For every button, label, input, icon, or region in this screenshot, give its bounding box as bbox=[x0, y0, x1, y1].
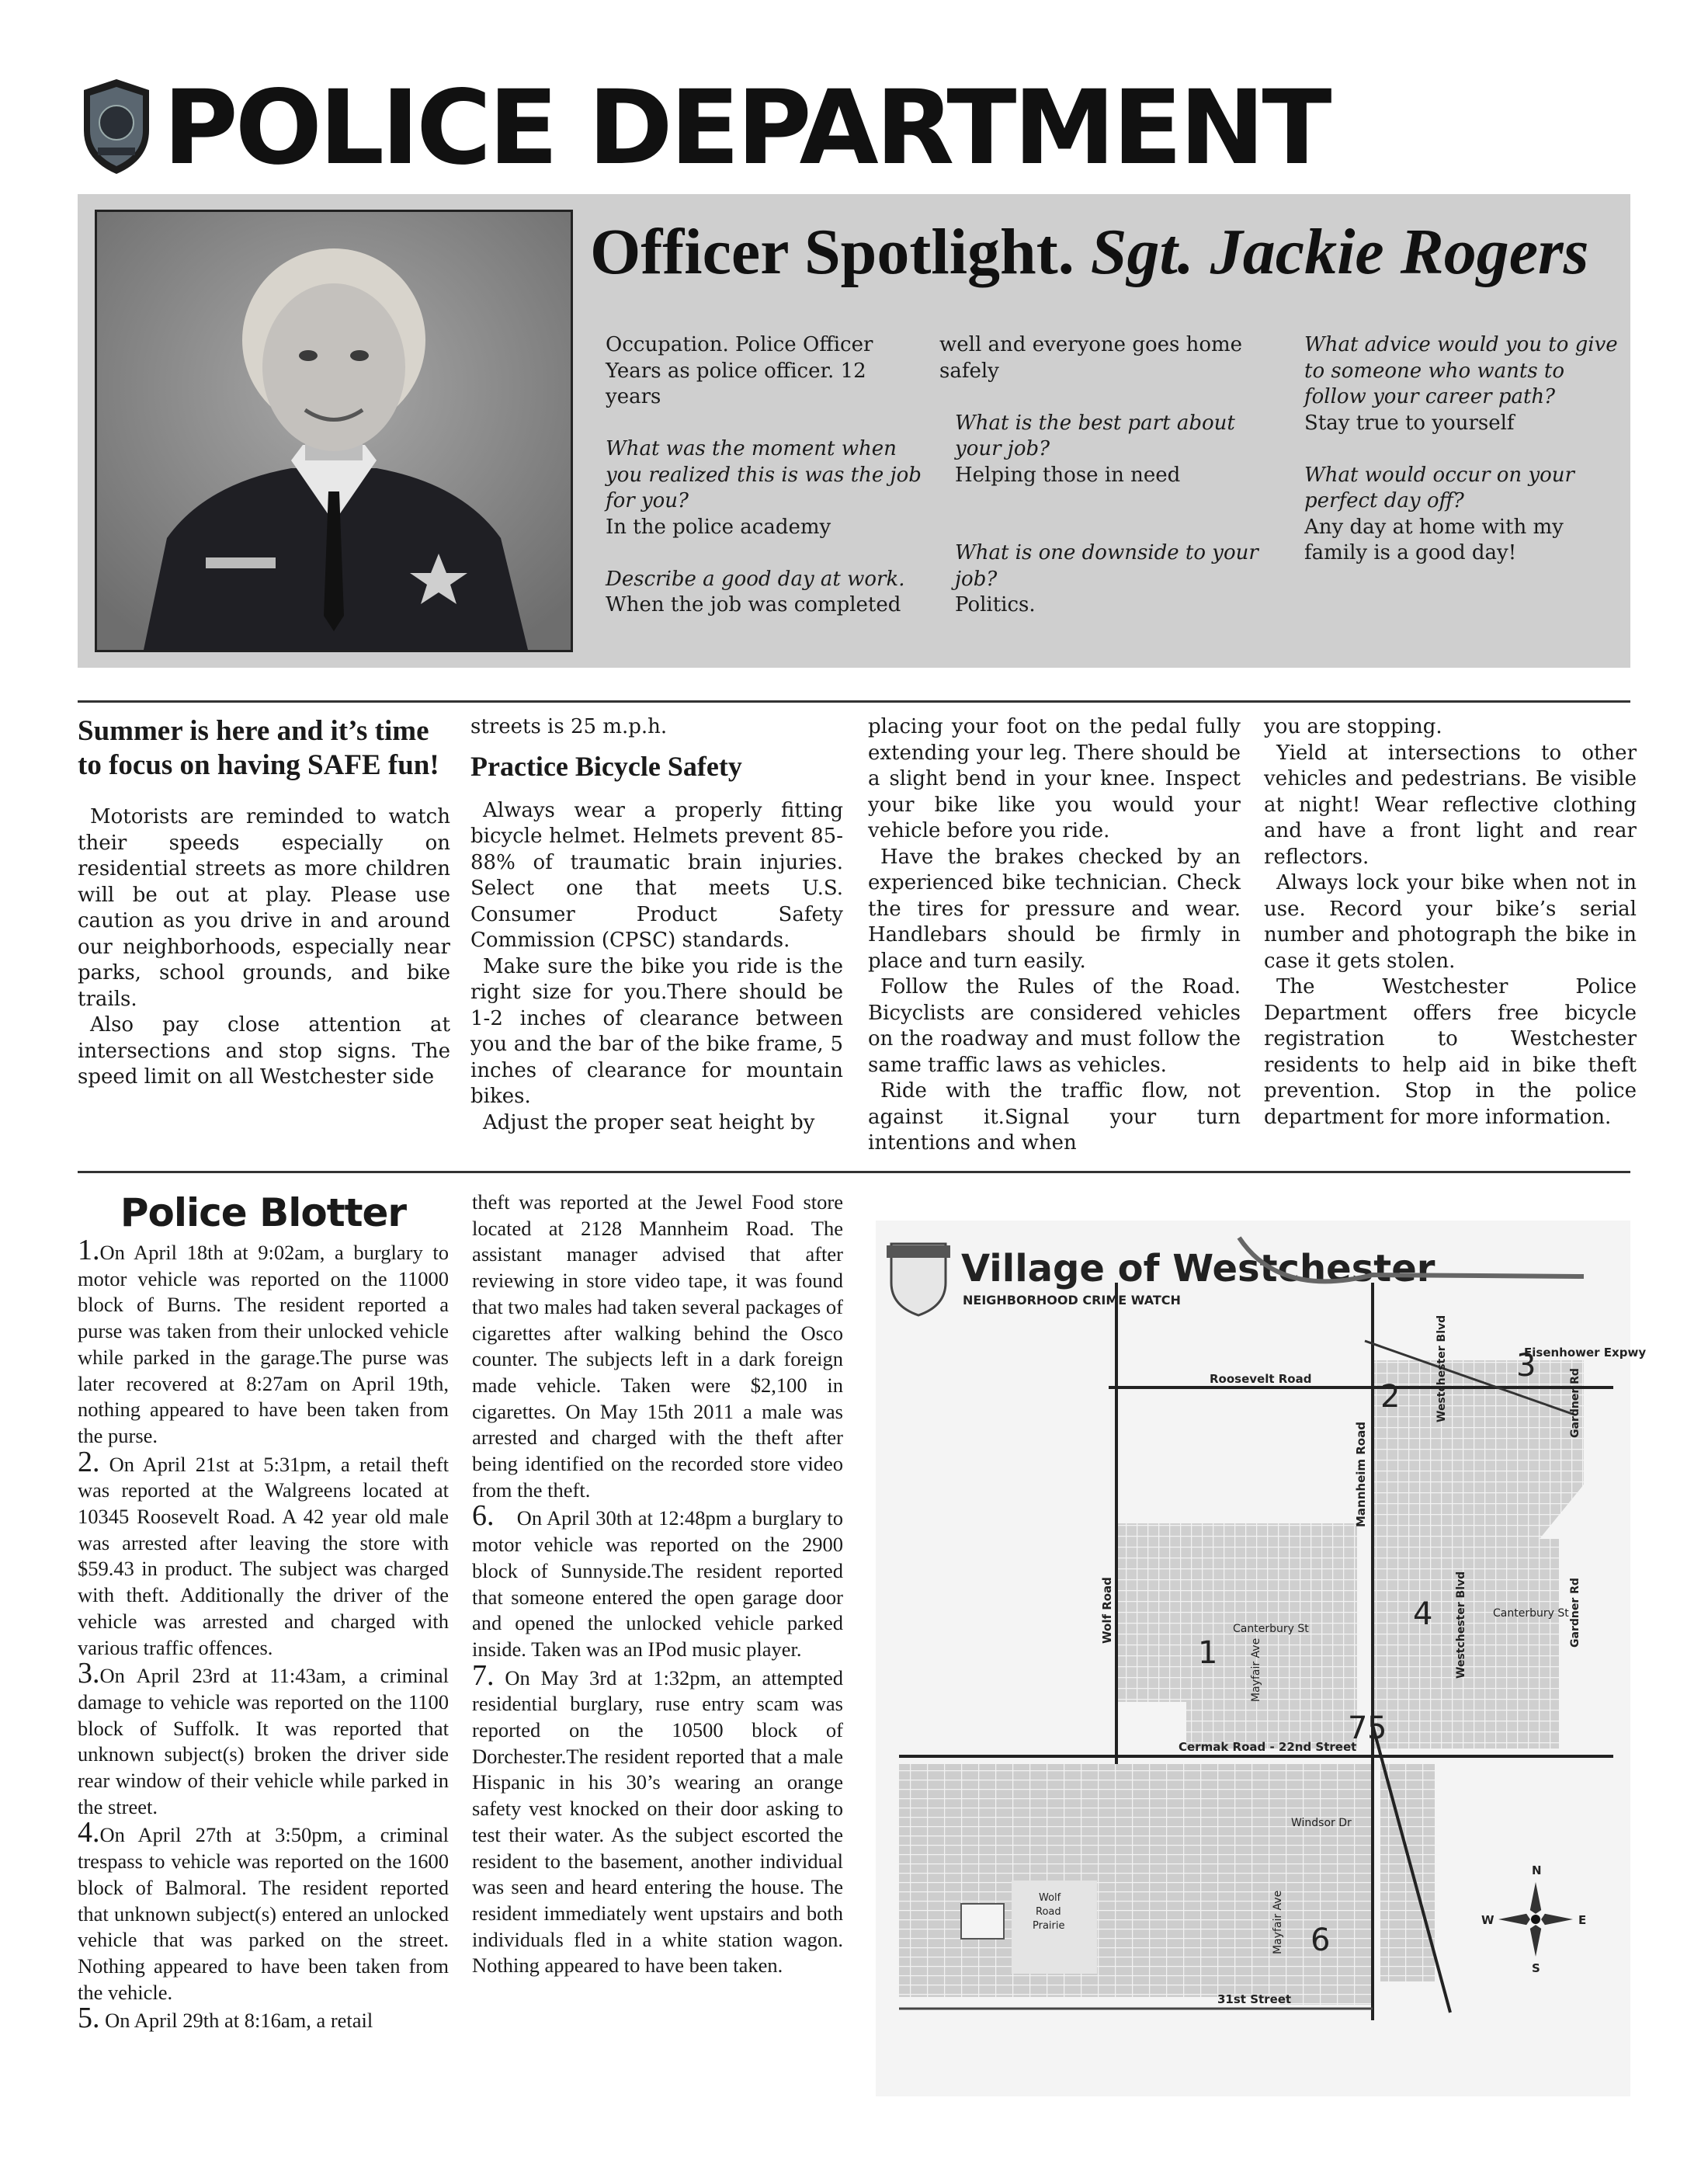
answer-downside: Politics. bbox=[955, 593, 1036, 616]
map-canvas bbox=[876, 1221, 1647, 2096]
answer-years: Years as police officer. 12 years bbox=[606, 359, 866, 408]
blotter-item-text: On May 3rd at 1:32pm, an attempted residential burglary, ruse entry scam was reported on the 10500 block of Dorchester.The resident reported that a male Hispanic in his 30’s wearing an orange safety vest knocked on their door asking to test their water. As the subject escorted the resident to the basement, another individual was seen and heard entering the house. The resident immediately went upstairs and both individuals fled in a white station wagon. Nothing appeared to have been taken. bbox=[472, 1665, 843, 1978]
section-divider bbox=[78, 1171, 1630, 1173]
department-title: POLICE DEPARTMENT bbox=[163, 68, 1329, 188]
blotter-title: Police Blotter bbox=[120, 1190, 407, 1235]
police-badge-logo bbox=[78, 76, 155, 177]
blotter-item-text: On April 27th at 3:50pm, a criminal trespass to vehicle was reported on the 1600 block of Balmoral. The resident reported that unknown subject(s) entered an unlocked vehicle that was parked on the street. Nothing appeared to have been taken from the vehicle. bbox=[78, 1823, 449, 2004]
article-paragraph-cont: streets is 25 m.p.h. bbox=[470, 715, 668, 738]
blotter-item-text: On April 30th at 12:48pm a burglary to motor vehicle was reported on the 2900 block of Sunnyside.The resident reported that someone entered the open garage door and opened the unlocked vehicle parked inside. Taken was an IPod music player. bbox=[472, 1506, 844, 1661]
answer-moment: In the police academy bbox=[606, 515, 831, 539]
answer-good-day: When the job was completed bbox=[606, 593, 901, 616]
blotter-item bbox=[78, 2002, 449, 2035]
road-label: Wolf Road bbox=[1100, 1577, 1114, 1644]
road-label: Mannheim Road bbox=[1354, 1422, 1368, 1527]
section-divider bbox=[78, 700, 1630, 703]
blotter-item bbox=[78, 1445, 449, 1662]
prairie-label: Wolf bbox=[1039, 1892, 1061, 1904]
road-label: Canterbury St bbox=[1493, 1607, 1569, 1620]
incident-marker-5: 5 bbox=[1367, 1710, 1387, 1746]
crime-watch-map bbox=[876, 1221, 1647, 2096]
incident-marker-3: 3 bbox=[1516, 1348, 1536, 1384]
blotter-item bbox=[472, 1499, 844, 1662]
blotter-item-number: 5. bbox=[78, 2002, 100, 2035]
article-paragraph: Adjust the proper seat height by bbox=[483, 1110, 815, 1134]
article-paragraph: Make sure the bike you ride is the right size for you.There should be 1-2 inches of clearance between you and the bar of the bike frame, 5 inches of clearance for mountain bikes. bbox=[470, 954, 843, 1108]
blotter-item-number: 2. bbox=[78, 1445, 100, 1478]
map-subtitle: NEIGHBORHOOD CRIME WATCH bbox=[963, 1293, 1181, 1308]
answer-day-off: Any day at home with my family is a good day! bbox=[1304, 515, 1564, 564]
road-label: Mayfair Ave bbox=[1272, 1890, 1284, 1954]
blotter-item bbox=[78, 1657, 449, 1820]
compass-north: N bbox=[1532, 1863, 1542, 1877]
article-paragraph: Follow the Rules of the Road. Bicyclists are considered vehicles on the roadway and must follow the same traffic laws as vehicles. bbox=[868, 975, 1241, 1077]
road-label: Gardner Rd bbox=[1569, 1578, 1581, 1648]
road-label: Canterbury St bbox=[1233, 1623, 1309, 1635]
blotter-item-number: 3. bbox=[78, 1657, 100, 1690]
qa-column-1 bbox=[590, 332, 925, 619]
question-good-day: Describe a good day at work. bbox=[606, 567, 905, 591]
road-label: Gardner Rd bbox=[1569, 1368, 1581, 1438]
answer-best-part: Helping those in need bbox=[955, 463, 1181, 487]
map-region bbox=[1116, 1523, 1357, 1749]
article-paragraph: Have the brakes checked by an experienced bike technician. Check the tires for pressure and wear. Handlebars should be firmly in place and turn easily. bbox=[868, 845, 1241, 973]
article-column-3 bbox=[868, 714, 1241, 1157]
incident-marker-2: 2 bbox=[1380, 1379, 1401, 1415]
masthead bbox=[78, 70, 1397, 186]
article-column-2 bbox=[470, 714, 843, 1136]
question-best-part: What is the best part about your job? bbox=[955, 411, 1235, 460]
blotter-column-1 bbox=[78, 1189, 449, 2034]
officer-photo bbox=[95, 210, 573, 652]
article-paragraph: Yield at intersections to other vehicles and pedestrians. Be visible at night! Wear reflective clothing and have a front light and rear reflectors. bbox=[1264, 741, 1637, 869]
blotter-item bbox=[78, 1234, 449, 1450]
question-moment: What was the moment when you realized this is was the job for you? bbox=[606, 437, 922, 512]
article-paragraph: Ride with the traffic flow, not against it.Signal your turn intentions and when bbox=[868, 1079, 1241, 1155]
summer-headline: Summer is here and it’s time to focus on having SAFE fun! bbox=[78, 715, 439, 781]
spotlight-title bbox=[590, 210, 1588, 295]
answer-good-day-cont: well and everyone goes home safely bbox=[939, 333, 1243, 383]
incident-marker-1: 1 bbox=[1198, 1635, 1218, 1671]
blotter-item-text: On April 29th at 8:16am, a retail bbox=[105, 2009, 373, 2033]
road-label: Cermak Road - 22nd Street bbox=[1179, 1740, 1357, 1754]
road-label: Windsor Dr bbox=[1291, 1817, 1352, 1829]
road-label: Westchester Blvd bbox=[1435, 1314, 1448, 1422]
spotlight-title-lead: Officer Spotlight. bbox=[590, 216, 1074, 288]
prairie-label: Prairie bbox=[1033, 1920, 1065, 1932]
blotter-item-number: 4. bbox=[78, 1816, 100, 1849]
blotter-item bbox=[472, 1658, 843, 1979]
article-paragraph-cont: placing your foot on the pedal fully extending your leg. There should be a slight bend in your knee. Inspect your bike like you would your vehicle before you ride. bbox=[868, 715, 1241, 842]
blotter-item bbox=[78, 1816, 449, 2006]
question-day-off: What would occur on your perfect day off? bbox=[1304, 463, 1574, 512]
article-paragraph: The Westchester Police Department offers free bicycle registration to Westchester residents to help aid in bike theft prevention. Stop in the police department for more information. bbox=[1264, 975, 1637, 1129]
blotter-item-cont: theft was reported at the Jewel Food store located at 2128 Mannheim Road. The assistant manager advised that after reviewing in store video tape, it was found that two males had taken several packages of cigarettes after walking behind the Osco counter. The subjects left in a dark foreign made vehicle. Taken were $2,100 in cigarettes. On May 15th 2011 a male was arrested and charged with the theft after being identified on the recorded store video from the theft. bbox=[472, 1190, 843, 1502]
officer-spotlight bbox=[78, 194, 1630, 668]
question-advice: What advice would you to give to someone who wants to follow your career path? bbox=[1304, 333, 1618, 408]
incident-marker-7: 7 bbox=[1348, 1710, 1368, 1746]
blotter-column-2 bbox=[472, 1189, 843, 1979]
compass-east: E bbox=[1578, 1913, 1587, 1927]
answer-advice: Stay true to yourself bbox=[1304, 411, 1515, 435]
village-shield-icon bbox=[887, 1244, 950, 1315]
article-paragraph: Always wear a properly fitting bicycle helmet. Helmets prevent 85-88% of traumatic brain injuries. Select one that meets U.S. Consumer Product Safety Commission (CPSC) standards. bbox=[470, 798, 843, 952]
question-downside: What is one downside to your job? bbox=[955, 541, 1258, 591]
compass-west: W bbox=[1481, 1913, 1494, 1927]
bicycle-safety-heading: Practice Bicycle Safety bbox=[470, 750, 742, 782]
blotter-item-text: On April 23rd at 11:43am, a criminal damage to vehicle was reported on the 1100 block of Suffolk. It was reported that unknown subject(s) broken the driver side rear window of their vehicle while parked in the street. bbox=[78, 1664, 449, 1818]
officer-name: Sgt. Jackie Rogers bbox=[1090, 216, 1589, 288]
blotter-item-number: 7. bbox=[472, 1658, 495, 1692]
blotter-item-text: On April 18th at 9:02am, a burglary to motor vehicle was reported on the 11000 block of Burns. The resident reported a purse was taken from their unlocked vehicle while parked in the garage.The purse was later recovered at 8:27am on April 19th, nothing appeared to have been taken from the purse. bbox=[78, 1241, 449, 1447]
incident-marker-4: 4 bbox=[1413, 1596, 1433, 1632]
article-column-1 bbox=[78, 714, 450, 1091]
article-paragraph: Also pay close attention at intersections and stop signs. The speed limit on all Westchester side bbox=[78, 1013, 450, 1089]
qa-column-3 bbox=[1289, 332, 1624, 567]
blotter-item-number: 1. bbox=[78, 1234, 100, 1266]
road-label: Eisenhower Expwy bbox=[1524, 1346, 1647, 1360]
article-column-4 bbox=[1264, 714, 1637, 1130]
map-title: Village of Westchester bbox=[961, 1247, 1435, 1290]
map-region bbox=[899, 1764, 1373, 2005]
incident-marker-6: 6 bbox=[1311, 1922, 1331, 1958]
road-label: 31st Street bbox=[1217, 1992, 1292, 2006]
answer-occupation: Occupation. Police Officer bbox=[606, 333, 873, 356]
prairie-label: Road bbox=[1036, 1906, 1061, 1918]
blotter-item-number: 6. bbox=[472, 1499, 495, 1533]
article-paragraph-cont: you are stopping. bbox=[1264, 715, 1442, 738]
article-paragraph: Always lock your bike when not in use. Record your bike’s serial number and photograph the bike in case it gets stolen. bbox=[1264, 871, 1637, 973]
compass-rose-icon bbox=[1498, 1882, 1573, 1957]
article-paragraph: Motorists are reminded to watch their speeds especially on residential streets as more children will be out at play. Please use caution as you drive in and around our neighborhoods, especially near parks, school grounds, and bike trails. bbox=[78, 805, 450, 1011]
map-region bbox=[1380, 1764, 1435, 1981]
road-label: Roosevelt Road bbox=[1210, 1372, 1312, 1386]
road-label: Westchester Blvd bbox=[1455, 1571, 1467, 1679]
road-label: Mayfair Ave bbox=[1250, 1637, 1262, 1702]
qa-column-2 bbox=[939, 332, 1275, 619]
blotter-item-text: On April 21st at 5:31pm, a retail theft was reported at the Walgreens located at 10345 Roosevelt Road. A 42 year old male was arrested after leaving the store with $59.43 in product. The subject was charged with theft. Additionally the driver of the vehicle was arrested and charged with various traffic offences. bbox=[78, 1452, 449, 1659]
compass-south: S bbox=[1532, 1961, 1540, 1975]
